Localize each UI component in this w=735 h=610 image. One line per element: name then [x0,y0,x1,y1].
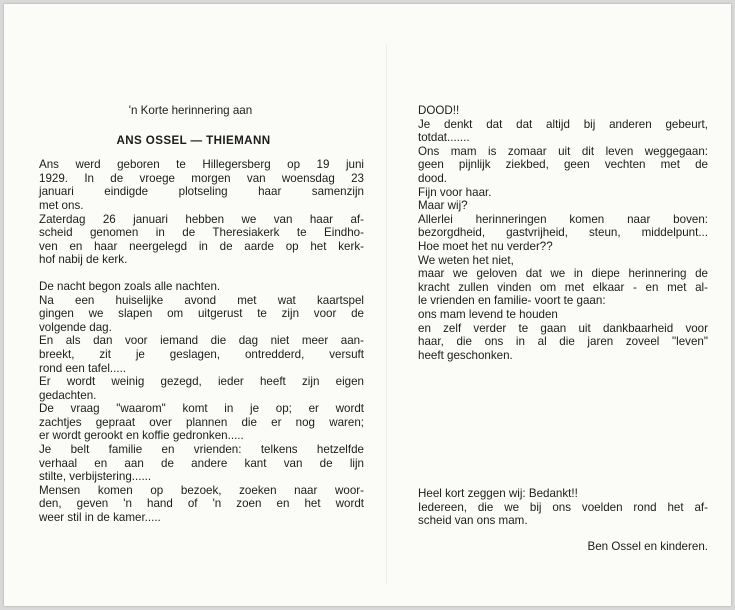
text-line: Ons mam is zomaar uit dit leven weggegaan: [418,144,708,158]
right-page [418,104,708,554]
deceased-name: ANS OSSEL — THIEMANN [116,133,271,147]
text-line: januari eindigde plotseling haar samenzijn [39,185,364,199]
text-line: Zaterdag 26 januari hebben we van haar af- [39,212,364,226]
paragraph-thanks [418,487,708,528]
text-line: Fijn voor haar. [418,185,492,199]
text-line: kracht zullen vinden om met elkaar - en met al- [418,280,708,294]
text-line: bezorgdheid, gastvrijheid, steun, middelpunt... [418,226,708,240]
text-line: Ans werd geboren te Hillegersberg op 19 juni [39,158,364,172]
text-line: 1929. In de vroege morgen van woensdag 23 [39,171,364,185]
text-line: Maar wij? [418,199,468,213]
text-line: scheid genomen in de Theresiakerk te Eindho- [39,226,364,240]
text-line: ons mam levend te houden [418,307,558,321]
text-line: Heel kort zeggen wij: Bedankt!! [418,487,578,501]
text-line: stilte, verbijstering...... [39,470,152,484]
text-line: Mensen komen op bezoek, zoeken naar woor- [39,483,364,497]
memorial-card [4,4,731,606]
text-line: Hoe moet het nu verder?? [418,239,553,253]
text-line: En als dan voor iemand die dag niet meer aan- [39,334,364,348]
left-page [39,104,364,525]
text-line: Iedereen, die we bij ons voelden rond het af- [418,500,708,514]
text-line: breekt, zit je geslagen, ontredderd, versuft [39,347,364,361]
text-line: Je belt familie en vrienden: telkens hetzelfde [39,443,364,457]
text-line: gingen we slapen om uitgerust te zijn voor de [39,307,364,321]
text-line: De vraag "waarom" komt in je op; er wordt [39,402,364,416]
text-line: We weten het niet, [418,253,514,267]
text-line: weer stil in de kamer..... [39,511,161,525]
text-line: verhaal en aan de andere kant van de lijn [39,456,364,470]
text-line: heeft geschonken. [418,348,513,362]
text-line: met ons. [39,198,84,212]
signature: Ben Ossel en kinderen. [587,540,708,554]
text-line: hof nabij de kerk. [39,253,128,267]
text-line: maar we geloven dat we in diepe herinnering de [418,267,708,281]
paragraph-death-reflection [418,104,708,362]
paragraph-birth-death [39,158,364,267]
text-line: en zelf verder te gaan uit dankbaarheid voor [418,321,708,335]
card-fold-line [386,44,387,584]
text-line: ven en haar neergelegd in de aarde op het kerk- [39,239,364,253]
text-line: geen pijnlijk ziekbed, geen vechten met de [418,158,708,172]
text-line: le vrienden en familie- voort te gaan: [418,294,606,308]
text-line: Allerlei herinneringen komen naar boven: [418,212,708,226]
text-line: rond een tafel..... [39,361,127,375]
text-line: gedachten. [39,388,97,402]
text-line: DOOD!! [418,104,460,117]
text-line: haar, die ons in al die jaren zoveel "leven" [418,335,708,349]
text-line: Er wordt weinig gezegd, ieder heeft zijn eigen [39,375,364,389]
text-line: Je denkt dat dat altijd bij anderen gebeurt, [418,117,708,131]
text-line: totdat....... [418,131,470,145]
text-line: scheid van ons mam. [418,514,528,528]
paragraph-the-night [39,280,364,525]
text-line: volgende dag. [39,320,112,334]
text-line: zachtjes gepraat over plannen die er nog waren; [39,415,364,429]
intro-line: 'n Korte herinnering aan [128,104,253,117]
text-line: er wordt gerookt en koffie gedronken..... [39,429,244,443]
text-line: den, geven 'n hand of 'n zoen en het wordt [39,497,364,511]
text-line: Na een huiselijke avond met wat kaartspel [39,293,364,307]
text-line: De nacht begon zoals alle nachten. [39,279,221,293]
text-line: dood. [418,171,448,185]
